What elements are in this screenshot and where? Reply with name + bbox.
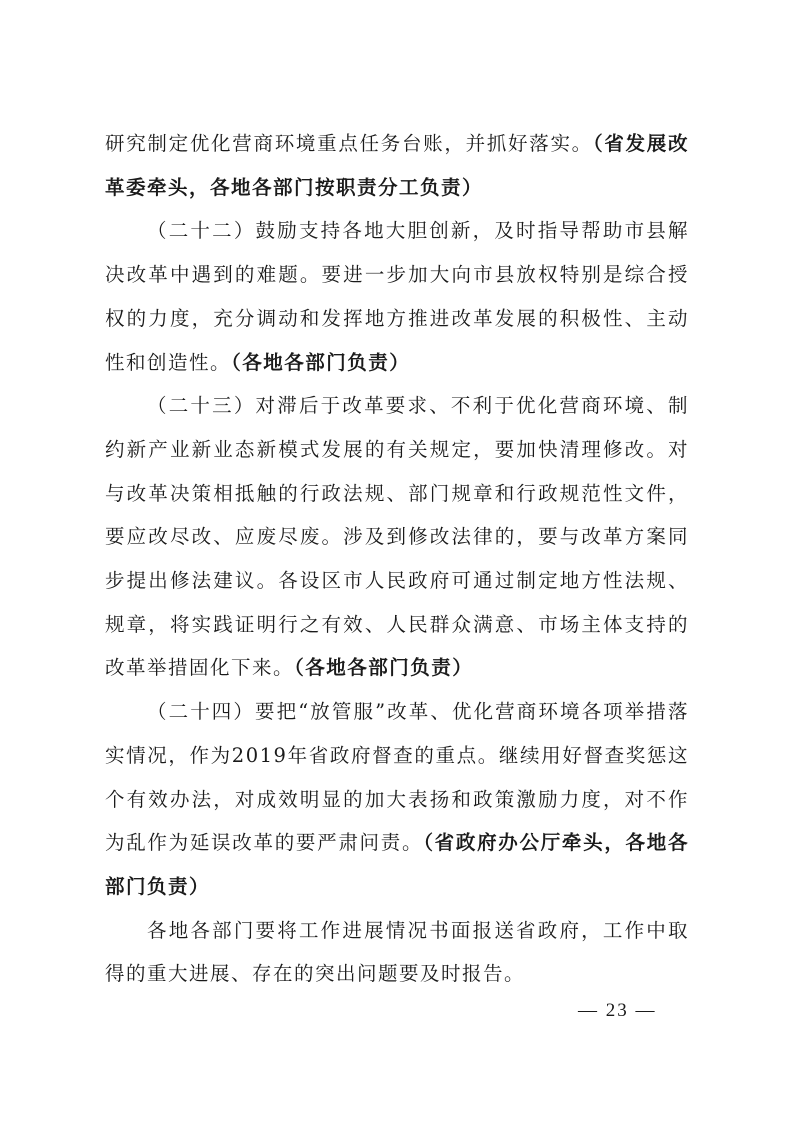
responsibility-note: （各地各部门负责） (294, 656, 474, 680)
paragraph-text: （二十四）要把“放管服”改革、优化营商环境各项举措落实情况，作为2019年省政府督查的重点。继续用好督查奖惩这个有效办法，对成效明显的加大表扬和政策激励力度，对不作为乱作为延误改革的要严肃问责。 (105, 700, 689, 855)
responsibility-note: （省政府办公厅牵头，各地各部门负责） (105, 831, 689, 898)
paragraph-item-22 (105, 209, 689, 384)
responsibility-note: （省发展改革委牵头，各地各部门按职责分工负责） (105, 132, 689, 199)
paragraph-text: 各地各部门要将工作进展情况书面报送省政府，工作中取得的重大进展、存在的突出问题要及时报告。 (105, 918, 689, 986)
paragraph-item-23 (105, 384, 689, 690)
paragraph-text: 研究制定优化营商环境重点任务台账，并抓好落实。 (105, 132, 593, 155)
responsibility-note: （各地各部门负责） (231, 350, 411, 374)
paragraph-text: （二十二）鼓励支持各地大胆创新，及时指导帮助市县解决改革中遇到的难题。要进一步加大向市县放权特别是综合授权的力度，充分调动和发挥地方推进改革发展的积极性、主动性和创造性。 (105, 219, 689, 374)
paragraph-item-24 (105, 690, 689, 909)
paragraph-text: （二十三）对滞后于改革要求、不利于优化营商环境、制约新产业新业态新模式发展的有关规定，要加快清理修改。对与改革决策相抵触的行政法规、部门规章和行政规范性文件，要应改尽改、应废尽废。涉及到修改法律的，要与改革方案同步提出修法建议。各设区市人民政府可通过制定地方性法规、规章，将实践证明行之有效、人民群众满意、市场主体支持的改革举措固化下来。 (105, 394, 689, 680)
paragraph-closing (105, 909, 689, 996)
document-body (105, 122, 689, 996)
page-number: — 23 — (578, 1000, 657, 1021)
paragraph-continuation (105, 122, 689, 209)
